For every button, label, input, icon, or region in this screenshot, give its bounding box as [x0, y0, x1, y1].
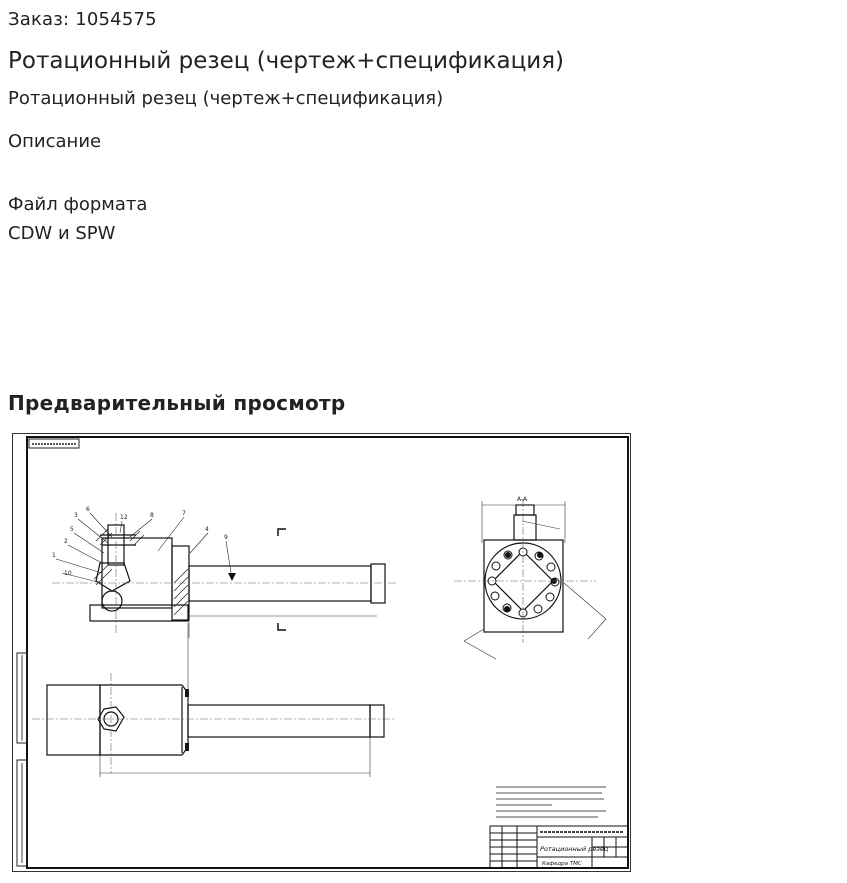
svg-text:1: 1: [52, 552, 56, 559]
title-block-org: Кафедра ТМС: [542, 861, 582, 867]
svg-text:2: 2: [64, 538, 68, 545]
svg-text:7: 7: [182, 510, 186, 517]
svg-text:8: 8: [150, 512, 154, 519]
technical-drawing: [12, 433, 631, 872]
svg-text:A-A: A-A: [517, 496, 528, 503]
product-subtitle: Ротационный резец (чертеж+спецификация): [8, 88, 444, 109]
preview-heading: Предварительный просмотр: [8, 391, 346, 415]
order-number: Заказ: 1054575: [8, 9, 157, 30]
title-block-name: Ротационный резец: [540, 845, 609, 853]
page-title: Ротационный резец (чертеж+спецификация): [8, 48, 564, 74]
svg-text:10: 10: [64, 570, 72, 577]
preview-drawing-image[interactable]: [12, 433, 631, 872]
svg-text:12: 12: [120, 514, 128, 521]
svg-text:9: 9: [224, 534, 228, 541]
svg-text:6: 6: [86, 506, 90, 513]
description-heading: Описание: [8, 131, 102, 152]
svg-text:5: 5: [70, 526, 74, 533]
file-format-label: Файл формата: [8, 194, 148, 215]
file-format-value: CDW и SPW: [8, 223, 116, 244]
svg-text:4: 4: [205, 526, 209, 533]
svg-text:3: 3: [74, 512, 78, 519]
